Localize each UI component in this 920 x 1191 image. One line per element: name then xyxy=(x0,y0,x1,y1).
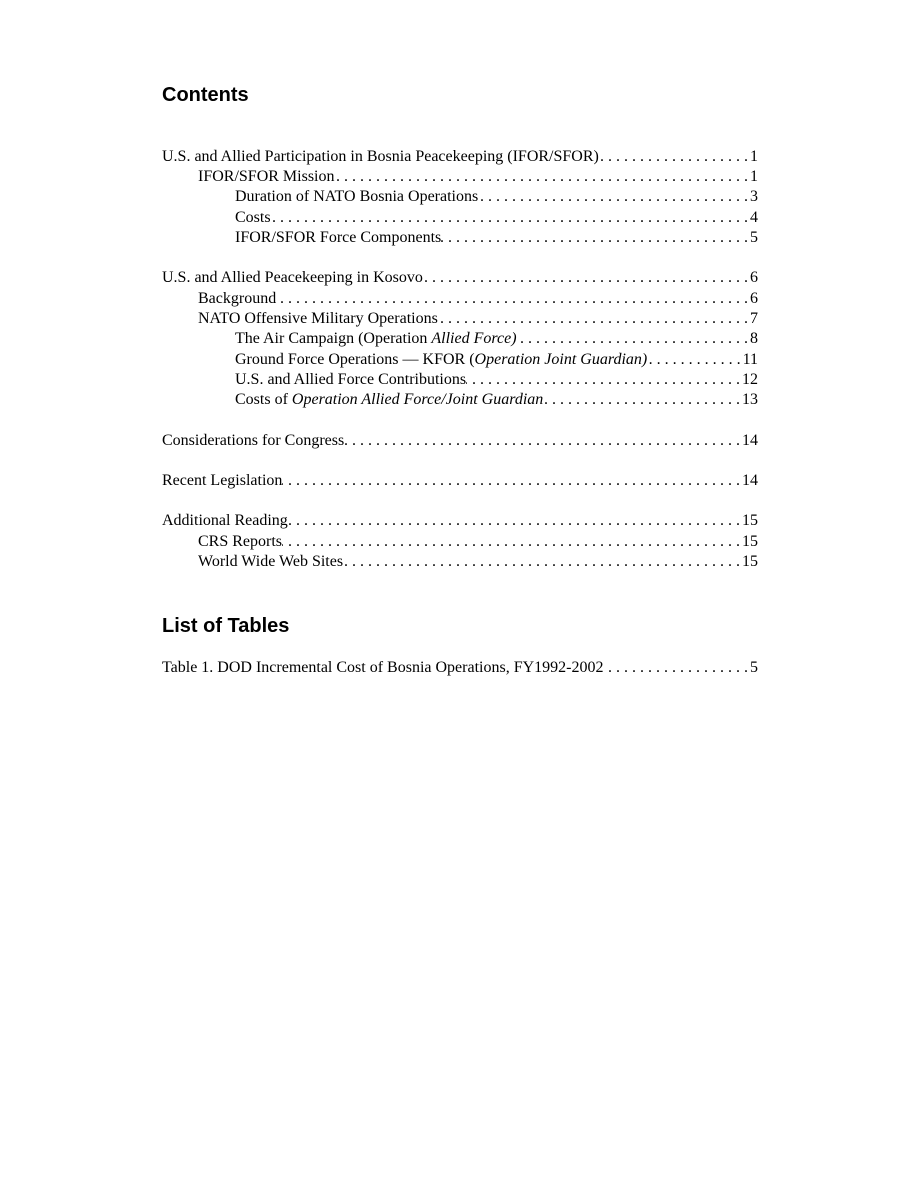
page-number: 6 xyxy=(750,290,758,307)
page-number: 12 xyxy=(742,371,758,388)
dot-leader xyxy=(543,390,742,410)
dot-leader xyxy=(441,228,750,248)
entry-title xyxy=(198,167,335,187)
dot-leader xyxy=(478,187,750,207)
entry-title-part: Recent Legislation xyxy=(162,472,283,489)
dot-leader xyxy=(335,167,751,187)
entry-title xyxy=(235,329,517,349)
toc-entry-level-3[interactable] xyxy=(235,208,758,228)
toc-entry-level-2[interactable] xyxy=(198,552,758,572)
page-number: 15 xyxy=(742,533,758,550)
dot-leader xyxy=(343,552,742,572)
toc-entry-level-2[interactable] xyxy=(198,167,758,187)
entry-title xyxy=(162,431,344,451)
toc-entry-level-2[interactable] xyxy=(198,532,758,552)
toc-entry-level-2[interactable] xyxy=(198,309,758,329)
entry-title-part: World Wide Web Sites xyxy=(198,553,344,570)
entry-title xyxy=(198,552,343,572)
entry-title-part: Background xyxy=(198,290,277,307)
entry-title xyxy=(198,309,438,329)
page-number: 15 xyxy=(742,512,758,529)
dot-leader xyxy=(271,208,750,228)
entry-title-italic-part: Operation Joint Guardian) xyxy=(474,351,648,368)
toc-entry-level-3[interactable] xyxy=(235,228,758,248)
page-number: 8 xyxy=(750,330,758,347)
page-number: 4 xyxy=(750,209,758,226)
entry-title xyxy=(235,370,466,390)
page-number: 13 xyxy=(742,391,758,408)
entry-title-italic-part: Operation Allied Force/Joint Guardian xyxy=(291,391,544,408)
dot-leader xyxy=(466,370,742,390)
page-number: 6 xyxy=(750,269,758,286)
dot-leader xyxy=(276,289,750,309)
entry-title-part: Costs of xyxy=(235,391,292,408)
entry-title-part: U.S. and Allied Force Contributions xyxy=(235,371,467,388)
toc-entry-level-1[interactable] xyxy=(162,431,758,451)
table-entry[interactable] xyxy=(162,658,758,678)
entry-title xyxy=(235,390,543,410)
toc-entry-level-3[interactable] xyxy=(235,329,758,349)
entry-title-part: The Air Campaign (Operation xyxy=(235,330,432,347)
page-number: 1 xyxy=(750,168,758,185)
dot-leader xyxy=(423,268,750,288)
page-number: 3 xyxy=(750,188,758,205)
toc-entry-level-1[interactable] xyxy=(162,471,758,491)
entry-title-part: U.S. and Allied Peacekeeping in Kosovo xyxy=(162,269,423,286)
entry-title xyxy=(162,658,603,678)
toc-entry-level-3[interactable] xyxy=(235,370,758,390)
toc-entry-level-1[interactable] xyxy=(162,147,758,167)
toc-entry-level-2[interactable] xyxy=(198,289,758,309)
dot-leader xyxy=(603,658,750,678)
dot-leader xyxy=(344,431,742,451)
entry-title-part: Duration of NATO Bosnia Operations xyxy=(235,188,479,205)
page-number: 14 xyxy=(742,472,758,489)
entry-title-part: IFOR/SFOR Force Components xyxy=(235,229,442,246)
dot-leader xyxy=(438,309,750,329)
dot-leader xyxy=(647,350,742,370)
entry-title xyxy=(162,147,599,167)
entry-title-part: Table 1. DOD Incremental Cost of Bosnia Operations, FY1992-2002 xyxy=(162,659,604,676)
entry-title xyxy=(162,511,288,531)
page-number: 7 xyxy=(750,310,758,327)
entry-title-part: Costs xyxy=(235,209,271,226)
page-number: 14 xyxy=(742,432,758,449)
dot-leader xyxy=(599,147,750,167)
entry-title xyxy=(198,289,276,309)
entry-title xyxy=(198,532,282,552)
entry-title xyxy=(235,208,271,228)
list-of-tables-heading: List of Tables xyxy=(162,615,290,637)
toc-entry-level-1[interactable] xyxy=(162,511,758,531)
entry-title-italic-part: Allied Force) xyxy=(431,330,517,347)
page-number: 5 xyxy=(750,229,758,246)
entry-title-part: CRS Reports xyxy=(198,533,283,550)
entry-title-part: Considerations for Congress xyxy=(162,432,345,449)
page-number: 1 xyxy=(750,148,758,165)
entry-title-part: NATO Offensive Military Operations xyxy=(198,310,438,327)
toc-entry-level-3[interactable] xyxy=(235,350,758,370)
dot-leader xyxy=(282,532,742,552)
entry-title xyxy=(235,350,647,370)
dot-leader xyxy=(288,511,742,531)
toc-entry-level-3[interactable] xyxy=(235,187,758,207)
dot-leader xyxy=(517,329,750,349)
toc-entry-level-1[interactable] xyxy=(162,268,758,288)
entry-title xyxy=(235,228,441,248)
entry-title-part: Additional Reading xyxy=(162,512,288,529)
dot-leader xyxy=(282,471,742,491)
entry-title-part: Ground Force Operations — KFOR ( xyxy=(235,351,475,368)
page-number: 11 xyxy=(742,351,758,368)
toc-entry-level-3[interactable] xyxy=(235,390,758,410)
contents-heading: Contents xyxy=(162,84,249,106)
entry-title xyxy=(235,187,478,207)
page-number: 5 xyxy=(750,659,758,676)
entry-title-part: U.S. and Allied Participation in Bosnia Peacekeeping (IFOR/SFOR) xyxy=(162,148,599,165)
entry-title xyxy=(162,471,282,491)
entry-title-part: IFOR/SFOR Mission xyxy=(198,168,335,185)
page-number: 15 xyxy=(742,553,758,570)
entry-title xyxy=(162,268,423,288)
